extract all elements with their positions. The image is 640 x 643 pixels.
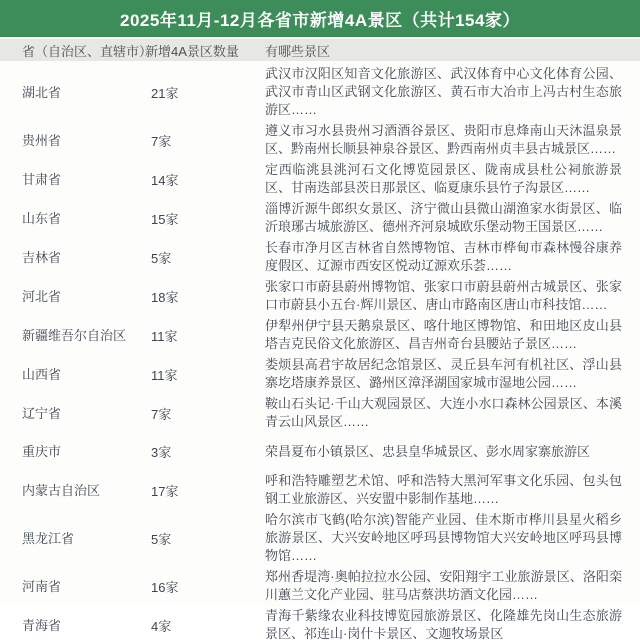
table-row (0, 317, 640, 353)
province-cell: 辽宁省 (22, 405, 62, 421)
province-cell: 吉林省 (22, 249, 62, 265)
scenic-list-cell: 淄博沂源牛郎织女景区、济宁微山县微山湖渔家水街景区、临沂琅琊古城旅游区、德州齐河泉城欧乐堡动物王国景区…… (265, 201, 622, 234)
scenic-list-cell: 武汉市汉阳区知音文化旅游区、武汉体育中心文化体育公园、武汉市青山区武钢文化旅游区、黄石市大冶市上冯古村生态旅游区…… (265, 66, 622, 117)
table-header-row (0, 39, 640, 61)
count-cell: 5家 (151, 531, 172, 547)
province-cell: 青海省 (22, 617, 62, 633)
count-cell: 16家 (151, 579, 179, 595)
table-row (0, 161, 640, 197)
scenic-list-cell: 哈尔滨市飞鹤(哈尔滨)智能产业园、佳木斯市桦川县星火稻乡旅游景区、大兴安岭地区呼玛县博物馆大兴安岭地区呼玛县博物馆…… (265, 512, 622, 563)
province-cell: 新疆维吾尔自治区 (22, 327, 127, 343)
scenic-list-cell: 长春市净月区吉林省自然博物馆、吉林市桦甸市森林慢谷康养度假区、辽源市西安区悦动辽源欢乐荟…… (265, 240, 622, 273)
province-cell: 甘肃省 (22, 171, 62, 187)
scenic-list-cell: 呼和浩特雕塑艺术馆、呼和浩特大黑河军事文化乐园、包头包钢工业旅游区、兴安盟中影制作基地…… (265, 473, 622, 506)
title-bar (0, 0, 640, 37)
scenic-list-cell: 荣昌夏布小镇景区、忠县皇华城景区、彭水周家寨旅游区 (265, 443, 591, 459)
table-body (0, 61, 640, 643)
column-header-province: 省（自治区、直辖市） (22, 43, 153, 59)
table-row (0, 278, 640, 314)
table-row (0, 65, 640, 119)
count-cell: 18家 (151, 289, 179, 305)
count-cell: 11家 (151, 367, 178, 383)
column-header-count: 新增4A景区数量 (145, 43, 239, 59)
table-row (0, 434, 640, 469)
scenic-list-cell: 鞍山石头记·千山大观园景区、大连小水口森林公园景区、本溪青云山风景区…… (265, 396, 622, 429)
table-row (0, 122, 640, 158)
province-cell: 河北省 (22, 288, 62, 304)
table-row (0, 356, 640, 392)
scenic-list-cell: 伊犁州伊宁县天鹅泉景区、喀什地区博物馆、和田地区皮山县塔吉克民俗文化旅游区、昌吉州奇台县腰站子景区…… (265, 318, 622, 351)
scenic-list-cell: 张家口市蔚县蔚州博物馆、张家口市蔚县蔚州古城景区、张家口市蔚县小五台·辉川景区、唐山市路南区唐山市科技馆…… (265, 279, 622, 312)
table-row (0, 395, 640, 431)
scenic-list-cell: 定西临洮县洮河石文化博览园景区、陇南成县杜公祠旅游景区、甘南迭部县茨日那景区、临夏康乐县竹子沟景区…… (265, 162, 622, 195)
table-row (0, 239, 640, 275)
count-cell: 14家 (151, 172, 179, 188)
province-cell: 山东省 (22, 210, 62, 226)
province-cell: 重庆市 (22, 444, 62, 459)
table-row (0, 472, 640, 508)
scenic-list-cell: 郑州香堤湾·奥帕拉拉水公园、安阳翔宇工业旅游景区、洛阳栾川蕙兰文化产业园、驻马店蔡洪坊酒文化园…… (265, 569, 622, 602)
province-cell: 湖北省 (22, 84, 62, 100)
table-row (0, 511, 640, 565)
count-cell: 5家 (151, 250, 172, 266)
province-cell: 贵州省 (22, 132, 62, 148)
count-cell: 3家 (151, 445, 172, 460)
scenic-list-cell: 青海千紫缘农业科技博览园旅游景区、化隆雄先岗山生态旅游景区、祁连山·岗什卡景区、文迦牧场景区 (265, 608, 622, 641)
table-row (0, 200, 640, 236)
count-cell: 7家 (151, 133, 172, 149)
page-title: 2025年11月-12月各省市新增4A景区（共计154家） (120, 11, 520, 30)
scenic-list-cell: 娄烦县高君宇故居纪念馆景区、灵丘县车河有机社区、浮山县寨圪塔康养景区、潞州区漳泽湖国家城市湿地公园…… (265, 357, 622, 390)
province-cell: 河南省 (22, 578, 62, 594)
province-cell: 黑龙江省 (22, 530, 75, 546)
count-cell: 11家 (151, 328, 178, 344)
count-cell: 17家 (151, 483, 179, 499)
table-row (0, 607, 640, 643)
count-cell: 15家 (151, 211, 179, 227)
count-cell: 21家 (151, 85, 179, 101)
column-header-scenic: 有哪些景区 (265, 43, 331, 59)
count-cell: 7家 (151, 406, 172, 422)
scenic-list-cell: 遵义市习水县贵州习酒酒谷景区、贵阳市息烽南山天沐温泉景区、黔南州长顺县神泉谷景区、黔西南州贞丰县古城景区…… (265, 123, 622, 156)
province-cell: 内蒙古自治区 (22, 482, 101, 498)
count-cell: 4家 (151, 618, 172, 634)
table-row (0, 568, 640, 604)
province-cell: 山西省 (22, 366, 62, 382)
